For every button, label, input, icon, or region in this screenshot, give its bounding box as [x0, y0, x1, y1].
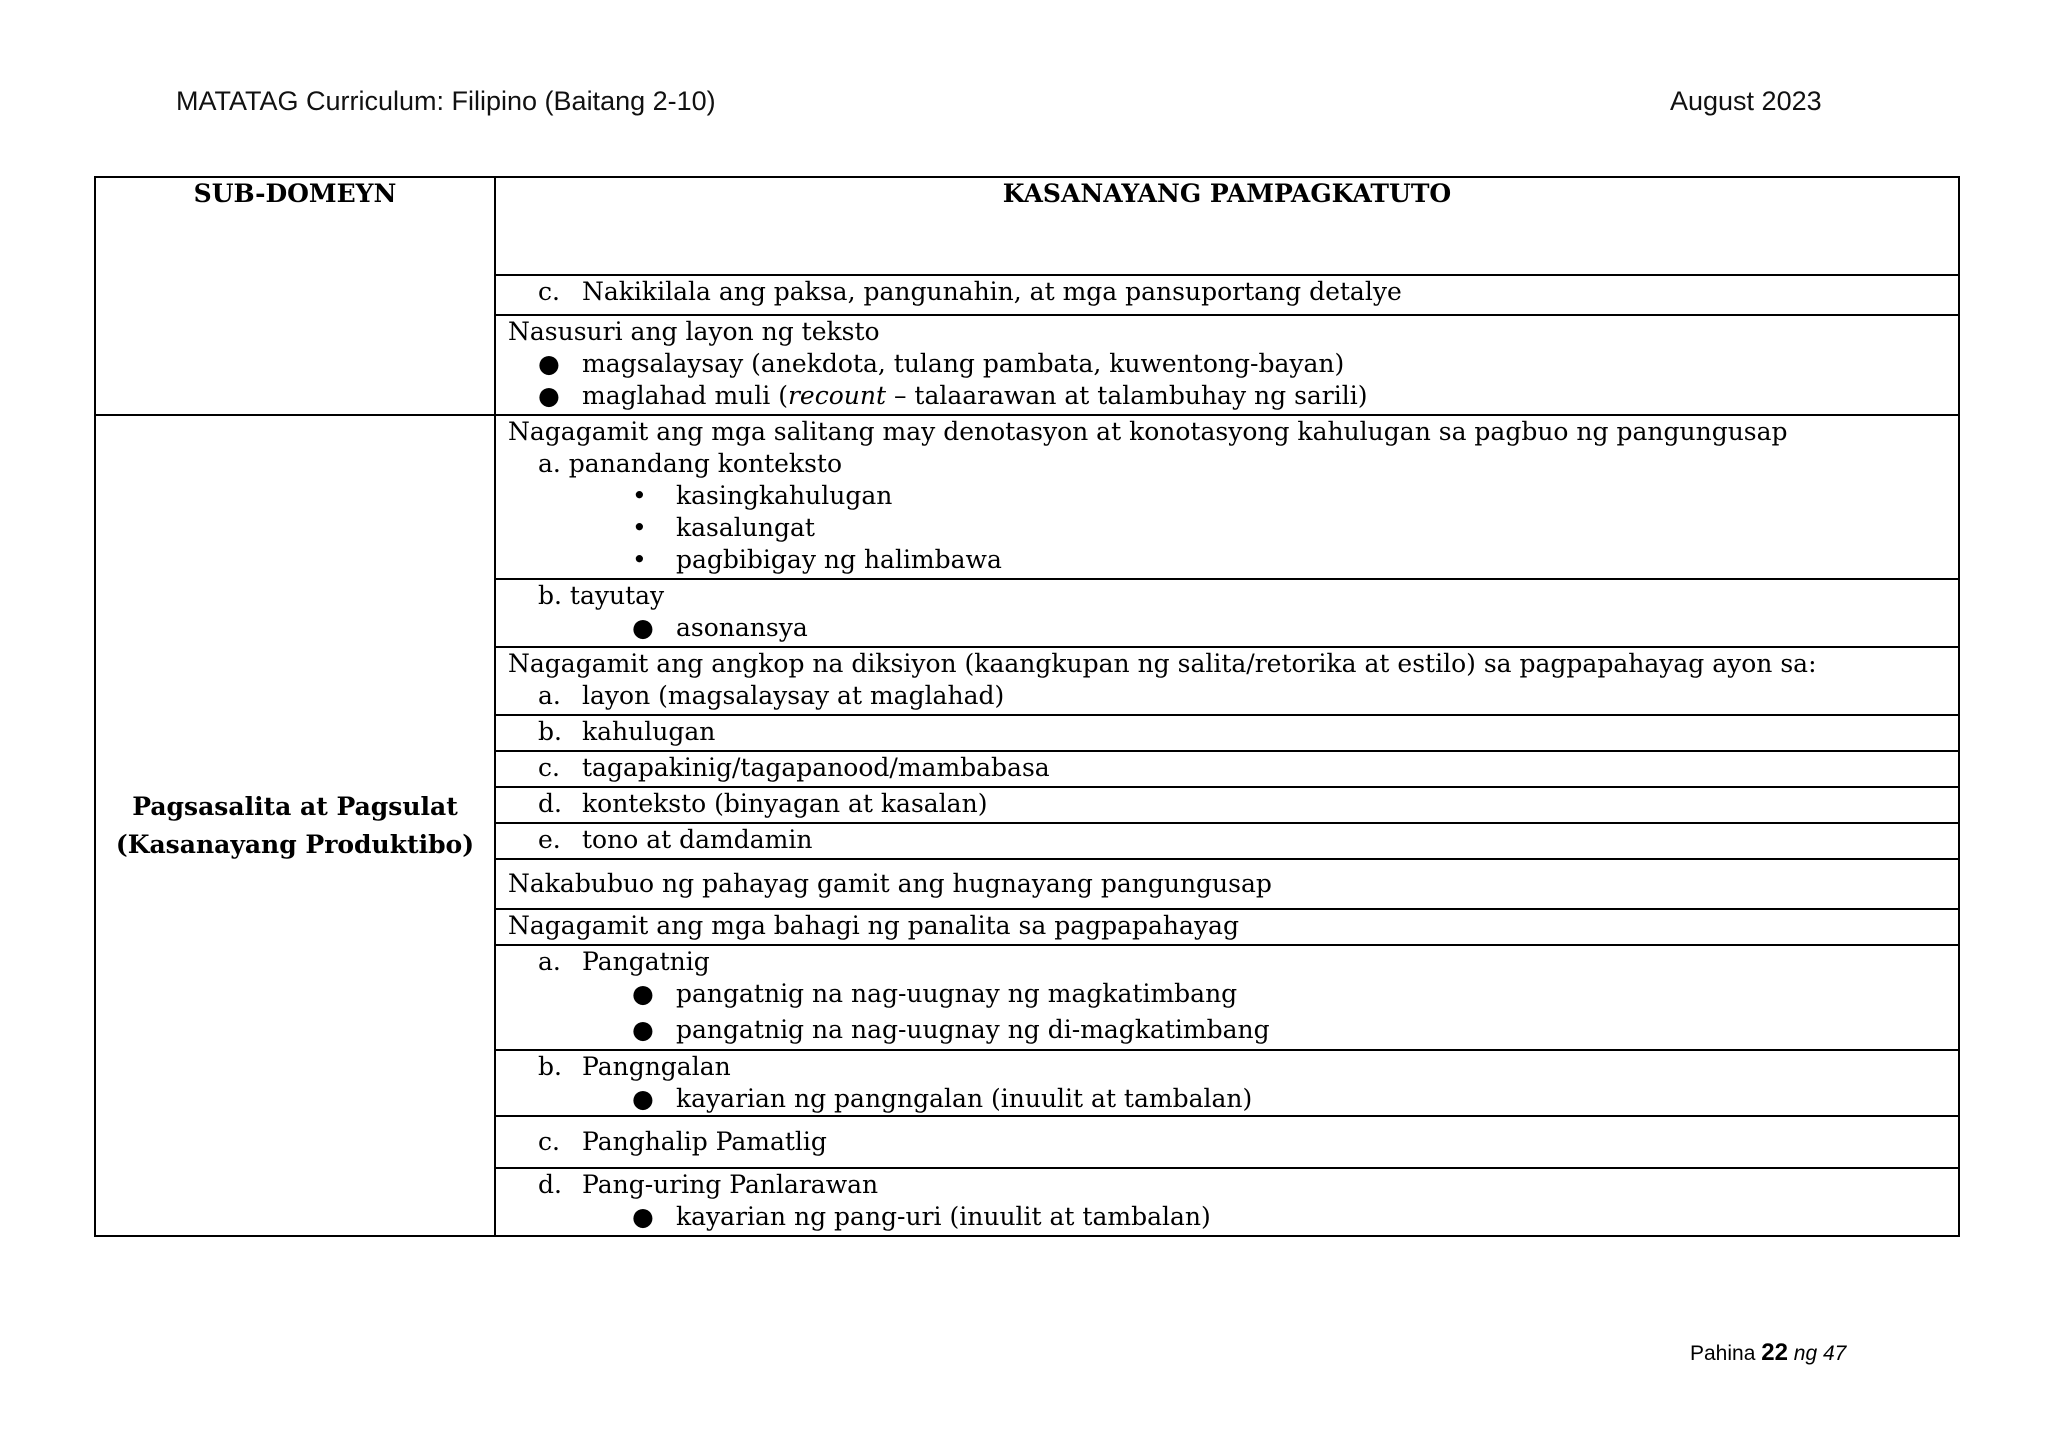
list-item: ● asonansya	[632, 613, 808, 642]
bullet-icon: ●	[632, 1202, 654, 1231]
competency-cell	[495, 415, 1959, 579]
bullet-icon: ●	[632, 1015, 654, 1044]
competency-title: Nagagamit ang angkop na diksiyon (kaangkupan ng salita/retorika at estilo) sa pagpapahayag ayon sa:	[508, 649, 1817, 678]
competency-cell	[495, 315, 1959, 415]
bullet-icon: •	[632, 513, 647, 542]
list-item: b. tayutay	[538, 581, 665, 610]
list-item: a. panandang konteksto	[538, 449, 842, 478]
competency-cell	[495, 1050, 1959, 1116]
competency-cell	[495, 823, 1959, 859]
list-item: c. Nakikilala ang paksa, pangunahin, at mga pansuportang detalye	[538, 277, 1402, 306]
list-item: ● pangatnig na nag-uugnay ng di-magkatimbang	[632, 1015, 1270, 1044]
curriculum-table	[94, 176, 1960, 1237]
list-item: c. tagapakinig/tagapanood/mambabasa	[538, 753, 1050, 782]
list-item: a. layon (magsalaysay at maglahad)	[538, 681, 1005, 710]
competency-cell	[495, 1168, 1959, 1236]
list-item: • kasingkahulugan	[632, 481, 893, 510]
document-title: MATATAG Curriculum: Filipino (Baitang 2-10)	[176, 86, 716, 116]
competency-header-cell	[495, 177, 1959, 275]
list-item: b. kahulugan	[538, 717, 716, 746]
list-item: a. Pangatnig	[538, 947, 710, 976]
subdomain-column-header: SUB-DOMEYN	[193, 179, 397, 208]
competency-cell	[495, 751, 1959, 787]
competency-title: Nakabubuo ng pahayag gamit ang hugnayang pangungusap	[508, 869, 1272, 898]
competency-cell	[495, 715, 1959, 751]
bullet-icon: ●	[632, 613, 654, 642]
bullet-icon: •	[632, 481, 647, 510]
bullet-icon: ●	[538, 381, 560, 410]
competency-title: Nagagamit ang mga bahagi ng panalita sa pagpapahayag	[508, 911, 1239, 940]
list-item: c. Panghalip Pamatlig	[538, 1127, 827, 1156]
document-date: August 2023	[1670, 86, 1822, 116]
competency-cell	[495, 945, 1959, 1050]
list-item: • kasalungat	[632, 513, 815, 542]
competency-cell	[495, 1116, 1959, 1168]
bullet-icon: ●	[632, 1084, 654, 1113]
list-item: b. Pangngalan	[538, 1052, 731, 1081]
list-item: d. konteksto (binyagan at kasalan)	[538, 789, 988, 818]
list-item: d. Pang-uring Panlarawan	[538, 1170, 879, 1199]
list-item: e. tono at damdamin	[538, 825, 813, 854]
list-item: ● kayarian ng pangngalan (inuulit at tambalan)	[632, 1084, 1253, 1113]
competency-title: Nasusuri ang layon ng teksto	[508, 317, 880, 346]
competency-cell	[495, 579, 1959, 647]
competency-cell	[495, 909, 1959, 945]
competency-title: Nagagamit ang mga salitang may denotasyon at konotasyong kahulugan sa pagbuo ng pangungusap	[508, 417, 1788, 446]
list-item: • pagbibigay ng halimbawa	[632, 545, 1002, 574]
bullet-icon: ●	[632, 979, 654, 1008]
list-item: ● pangatnig na nag-uugnay ng magkatimbang	[632, 979, 1238, 1008]
subdomain-label: (Kasanayang Produktibo)	[115, 829, 475, 859]
bullet-icon: ●	[538, 349, 560, 378]
list-item: ● maglahad muli (recount – talaarawan at talambuhay ng sarili)	[538, 381, 1368, 410]
competency-cell	[495, 859, 1959, 909]
competency-cell	[495, 647, 1959, 715]
subdomain-header-cell	[95, 177, 495, 415]
page-number: Pahina 22 ng 47	[1690, 1339, 1847, 1366]
list-item: ● kayarian ng pang-uri (inuulit at tambalan)	[632, 1202, 1211, 1231]
bullet-icon: •	[632, 545, 647, 574]
competency-column-header: KASANAYANG PAMPAGKATUTO	[1002, 179, 1452, 208]
competency-cell	[495, 275, 1959, 315]
subdomain-cell	[95, 415, 495, 1236]
competency-cell	[495, 787, 1959, 823]
list-item: ● magsalaysay (anekdota, tulang pambata, kuwentong-bayan)	[538, 349, 1345, 378]
subdomain-label: Pagsasalita at Pagsulat	[132, 791, 458, 821]
